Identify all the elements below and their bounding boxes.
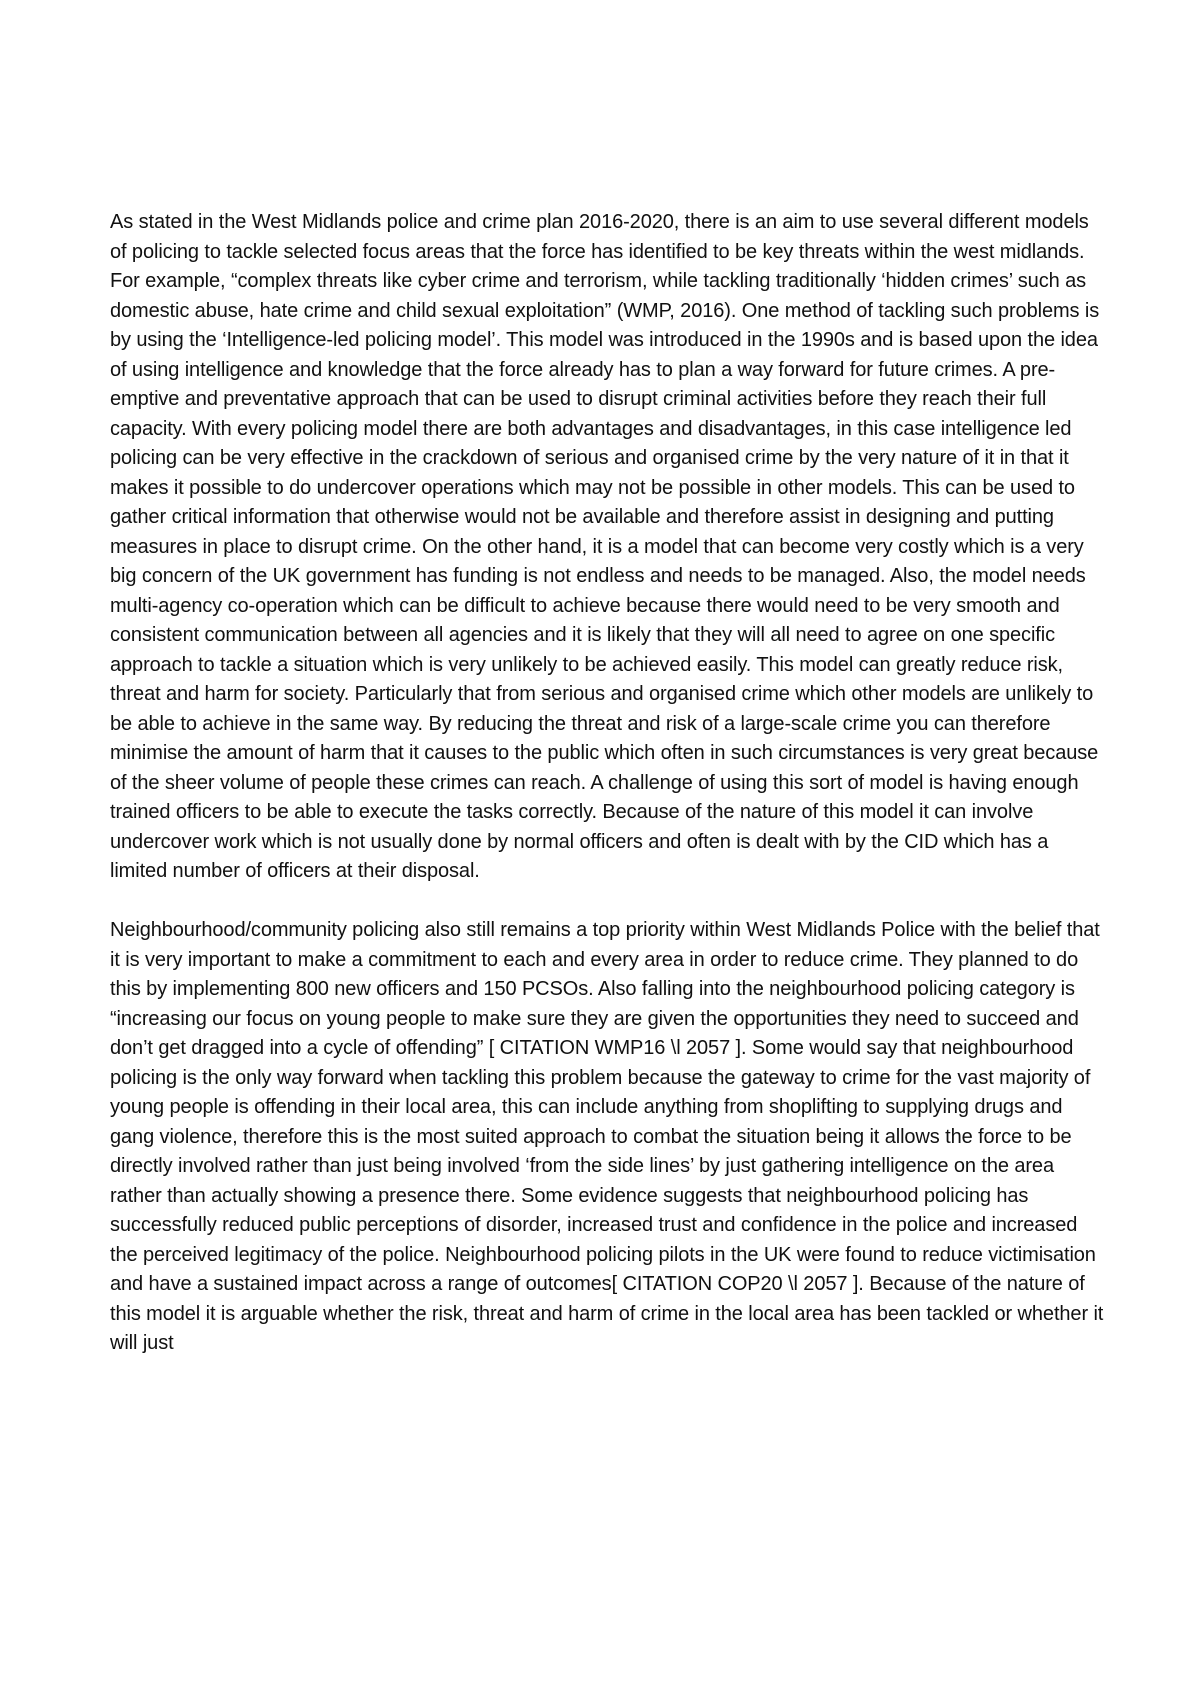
- paragraph-intelligence-led-policing: As stated in the West Midlands police and crime plan 2016-2020, there is an aim to use several different models of policing to tackle selected focus areas that the force has identified to be key threats within the west midlands. For example, “complex threats like cyber crime and terrorism, while tackling traditionally ‘hidden crimes’ such as domestic abuse, hate crime and child sexual exploitation” (WMP, 2016). One method of tackling such problems is by using the ‘Intelligence-led policing model’. This model was introduced in the 1990s and is based upon the idea of using intelligence and knowledge that the force already has to plan a way forward for future crimes. A pre-emptive and preventative approach that can be used to disrupt criminal activities before they reach their full capacity. With every policing model there are both advantages and disadvantages, in this case intelligence led policing can be very effective in the crackdown of serious and organised crime by the very nature of it in that it makes it possible to do undercover operations which may not be possible in other models. This can be used to gather critical information that otherwise would not be available and therefore assist in designing and putting measures in place to disrupt crime. On the other hand, it is a model that can become very costly which is a very big concern of the UK government has funding is not endless and needs to be managed. Also, the model needs multi-agency co-operation which can be difficult to achieve because there would need to be very smooth and consistent communication between all agencies and it is likely that they will all need to agree on one specific approach to tackle a situation which is very unlikely to be achieved easily. This model can greatly reduce risk, threat and harm for society. Particularly that from serious and organised crime which other models are unlikely to be able to achieve in the same way. By reducing the threat and risk of a large-scale crime you can therefore minimise the amount of harm that it causes to the public which often in such circumstances is very great because of the sheer volume of people these crimes can reach. A challenge of using this sort of model is having enough trained officers to be able to execute the tasks correctly. Because of the nature of this model it can involve undercover work which is not usually done by normal officers and often is dealt with by the CID which has a limited number of officers at their disposal.: [110, 211, 1100, 882]
- paragraph-neighbourhood-policing: Neighbourhood/community policing also still remains a top priority within West Midlands Police with the belief that it is very important to make a commitment to each and every area in order to reduce crime. They planned to do this by implementing 800 new officers and 150 PCSOs. Also falling into the neighbourhood policing category is “increasing our focus on young people to make sure they are given the opportunities they need to succeed and don’t get dragged into a cycle of offending” [ CITATION WMP16 \l 2057 ]. Some would say that neighbourhood policing is the only way forward when tackling this problem because the gateway to crime for the vast majority of young people is offending in their local area, this can include anything from shoplifting to supplying drugs and gang violence, therefore this is the most suited approach to combat the situation being it allows the force to be directly involved rather than just being involved ‘from the side lines’ by just gathering intelligence on the area rather than actually showing a presence there. Some evidence suggests that neighbourhood policing has successfully reduced public perceptions of disorder, increased trust and confidence in the police and increased the perceived legitimacy of the police. Neighbourhood policing pilots in the UK were found to reduce victimisation and have a sustained impact across a range of outcomes[ CITATION COP20 \l 2057 ]. Because of the nature of this model it is arguable whether the risk, threat and harm of crime in the local area has been tackled or whether it will just: [110, 919, 1104, 1354]
- document-body: [110, 208, 1105, 1359]
